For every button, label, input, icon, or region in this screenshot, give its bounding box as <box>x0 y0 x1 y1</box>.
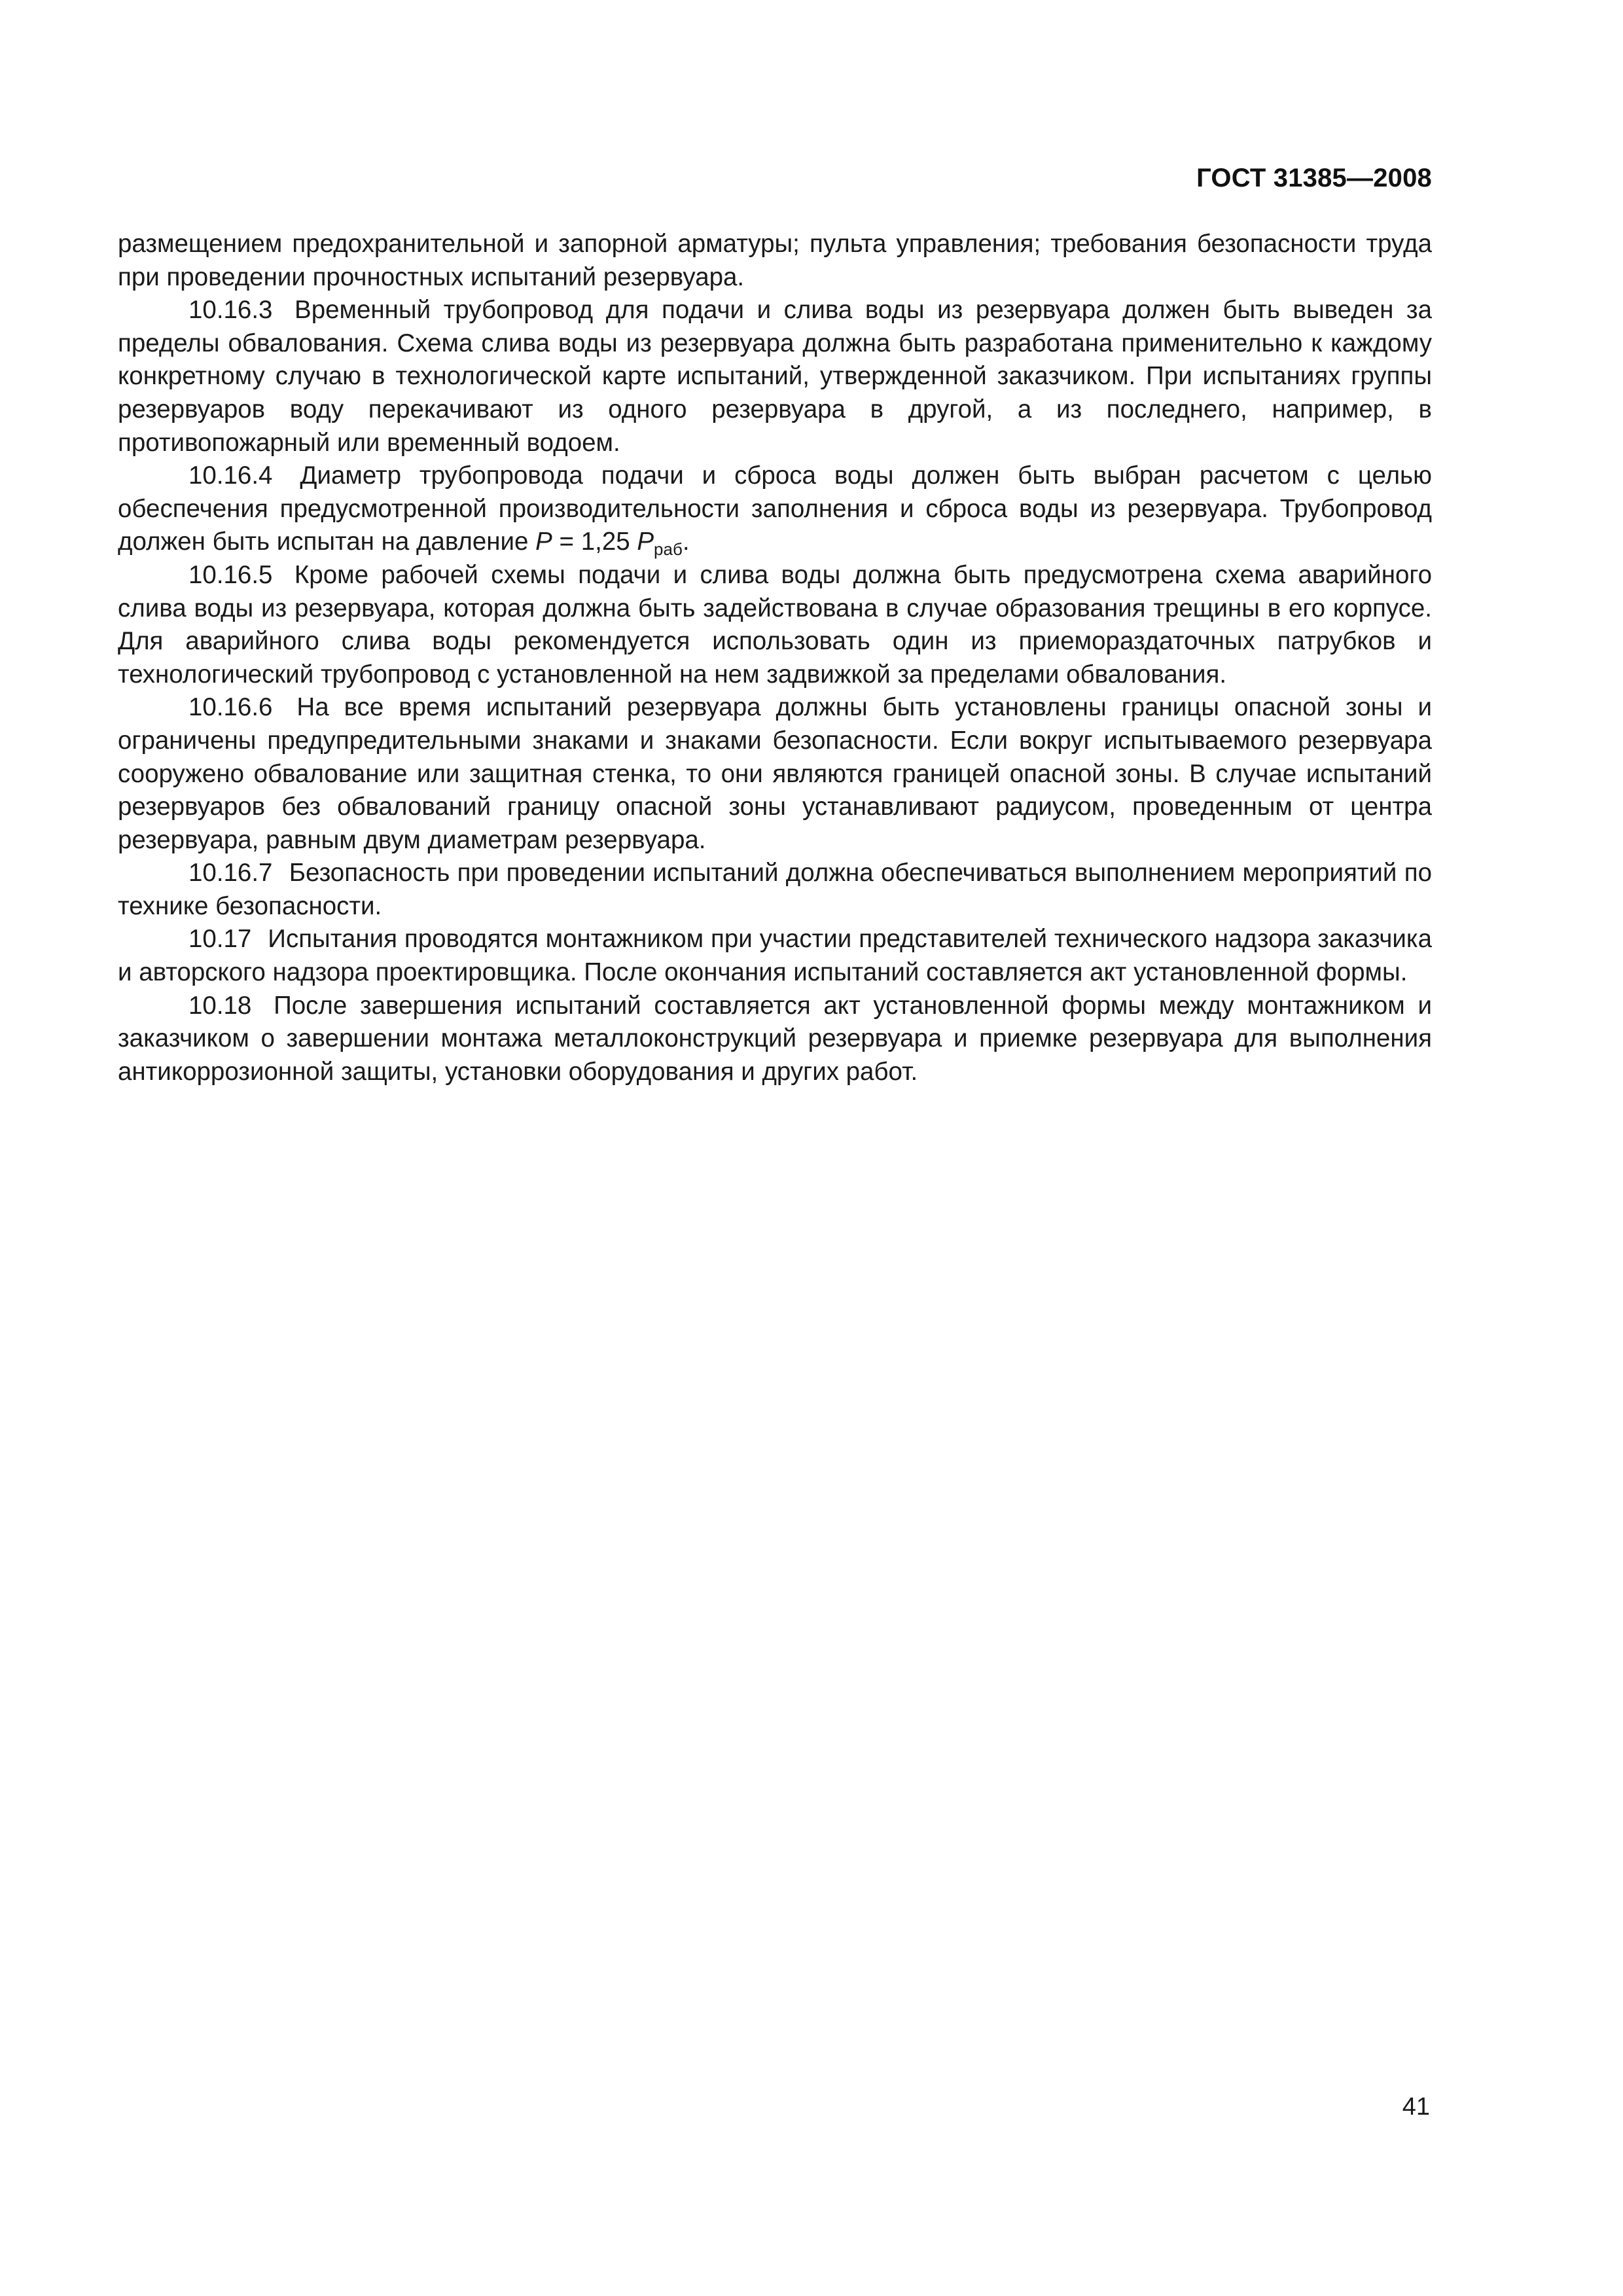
formula-equals: = 1,25 <box>552 528 637 556</box>
formula-subscript: раб <box>654 539 683 560</box>
paragraph-text: Безопасность при проведении испытаний должна обеспечиваться выполнением мероприятий по технике безопасности. <box>118 859 1432 920</box>
paragraph-10-16-3 <box>118 294 1432 459</box>
formula-end: . <box>682 528 690 556</box>
paragraph-10-16-5 <box>118 559 1432 691</box>
paragraph-10-17 <box>118 923 1432 989</box>
page-number: 41 <box>1402 2093 1430 2121</box>
clause-number: 10.16.5 <box>188 560 273 589</box>
paragraph-text: размещением предохранительной и запорной арматуры; пульта управления; требования безопасности труда при проведении прочностных испытаний резервуара. <box>118 230 1432 291</box>
paragraph-text: После завершения испытаний составляется акт установленной формы между монтажником и заказчиком о завершении монтажа металлоконструкций резервуара и приемке резервуара для выполнения антикоррозионной защиты, установки оборудования и других работ. <box>118 991 1432 1086</box>
paragraph-continuation <box>118 228 1432 294</box>
pressure-formula <box>535 528 690 560</box>
clause-number: 10.17 <box>188 925 252 954</box>
paragraph-text: Диаметр трубопровода подачи и сброса воды должен быть выбран расчетом с целью обеспечения предусмотренной производительности заполнения и сброса воды из резервуара. Трубопровод должен быть испытан на давление <box>118 461 1432 556</box>
formula-variable-p: P <box>535 528 552 556</box>
clause-number: 10.16.6 <box>188 693 273 722</box>
clause-number: 10.16.3 <box>188 296 273 325</box>
formula-variable-p-work: P <box>637 528 654 556</box>
clause-number: 10.16.7 <box>188 859 273 888</box>
clause-number: 10.18 <box>188 991 252 1020</box>
paragraph-text: Временный трубопровод для подачи и слива воды из резервуара должен быть выведен за пределы обвалования. Схема слива воды из резервуара должна быть разработана применительно к каждому конкретному случаю в технологической карте испытаний, утвержденной заказчиком. При испытаниях группы резервуаров воду перекачивают из одного резервуара в другой, а из последнего, например, в противопожарный или временный водоем. <box>118 296 1432 457</box>
document-body <box>118 228 1432 1088</box>
paragraph-10-18 <box>118 990 1432 1089</box>
paragraph-text: На все время испытаний резервуара должны быть установлены границы опасной зоны и ограничены предупредительными знаками и знаками безопасности. Если вокруг испытываемого резервуара сооружено обвалование или защитная стенка, то они являются границей опасной зоны. В случае испытаний резервуаров без обвалований границу опасной зоны устанавливают радиусом, проведенным от центра резервуара, равным двум диаметрам резервуара. <box>118 693 1432 854</box>
paragraph-text: Испытания проводятся монтажником при участии представителей технического надзора заказчика и авторского надзора проектировщика. После окончания испытаний составляется акт установленной формы. <box>118 925 1432 987</box>
paragraph-10-16-7 <box>118 857 1432 923</box>
paragraph-10-16-4 <box>118 459 1432 559</box>
paragraph-text: Кроме рабочей схемы подачи и слива воды должна быть предусмотрена схема аварийного слива воды из резервуара, которая должна быть задействована в случае образования трещины в его корпусе. Для аварийного слива воды рекомендуется использовать один из приемораздаточных патрубков и технологический трубопровод с установленной на нем задвижкой за пределами обвалования. <box>118 560 1432 689</box>
clause-number: 10.16.4 <box>188 461 273 490</box>
standard-code-header: ГОСТ 31385—2008 <box>1196 164 1432 192</box>
paragraph-10-16-6 <box>118 691 1432 857</box>
